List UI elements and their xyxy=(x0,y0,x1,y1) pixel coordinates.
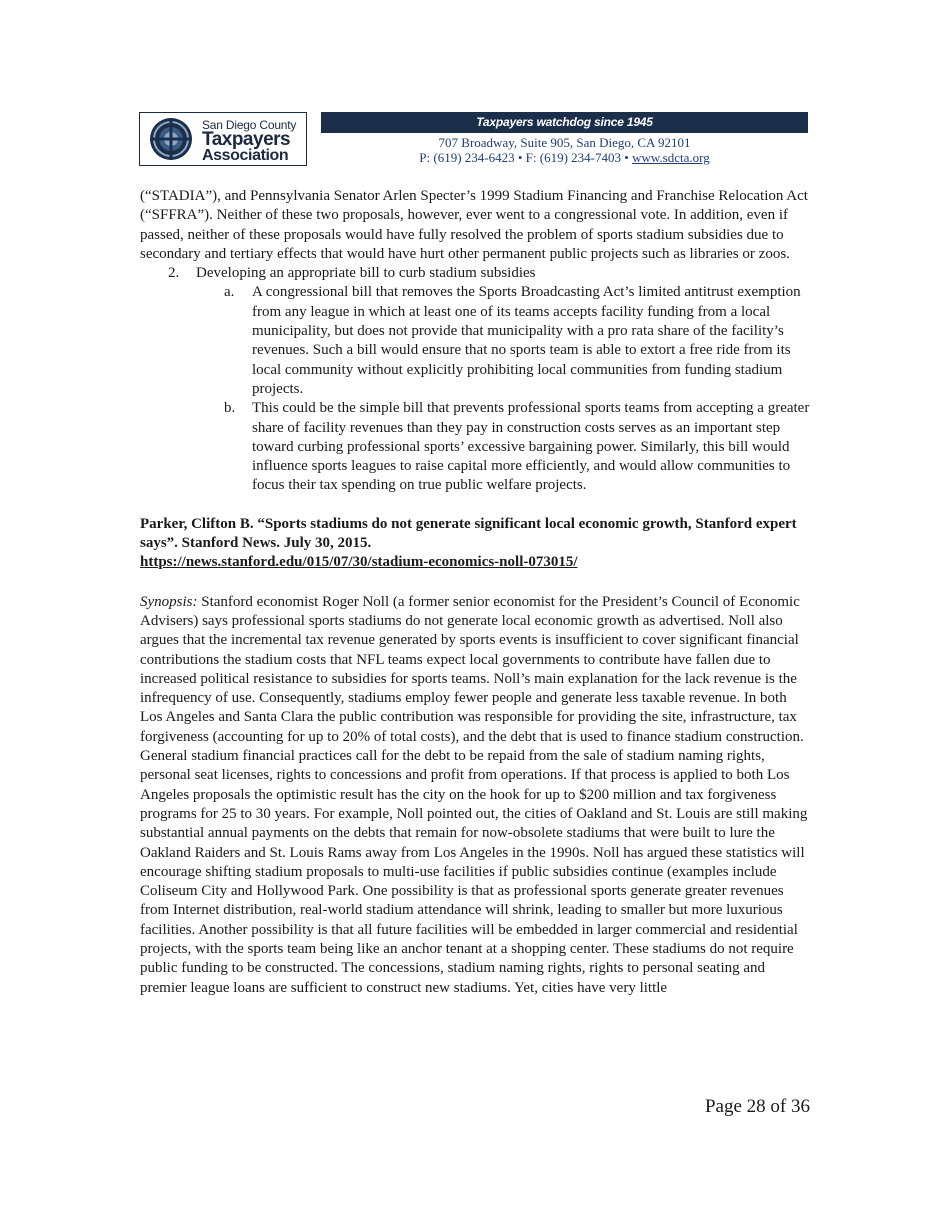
sub-item-text: A congressional bill that removes the Sports Broadcasting Act’s limited antitrust exemption from any league in which at least one of its teams accepts facility funding from a local municipality, but does not provide that municipality with a pro rata share of the facility’s revenues. Such a bill would ensure that no sports team is able to extort a free ride from its local community without explicitly prohibiting local communities from funding stadium projects. xyxy=(252,284,801,397)
list-item-text: Developing an appropriate bill to curb stadium subsidies xyxy=(196,265,536,282)
logo-text-taxpayers: Taxpayers xyxy=(202,129,291,150)
synopsis-label: Synopsis: xyxy=(140,593,198,610)
phone-fax-text: P: (619) 234-6423 • F: (619) 234-7403 • xyxy=(419,150,633,165)
logo-text-county: San Diego County xyxy=(202,118,297,132)
sub-item-a xyxy=(140,283,812,399)
sub-item-marker: a. xyxy=(224,284,235,301)
list-marker: 2. xyxy=(168,265,180,282)
website-link[interactable]: www.sdcta.org xyxy=(632,150,710,165)
sub-item-text: This could be the simple bill that prevents professional sports teams from accepting a greater share of facility revenues than they pay in construction costs serves as an important step toward curbing professional sports’ excessive bargaining power. Similarly, this bill would influence sports leagues to raise capital more efficiently, and would allow communities to focus their tax spending on true public welfare projects. xyxy=(252,400,810,494)
citation-url-link[interactable]: https://news.stanford.edu/015/07/30/stadium-economics-noll-073015/ xyxy=(140,554,578,571)
sub-item-marker: b. xyxy=(224,400,236,417)
citation xyxy=(140,515,812,573)
document-body xyxy=(140,187,812,998)
tagline-banner: Taxpayers watchdog since 1945 xyxy=(321,112,808,133)
synopsis-text: Stanford economist Roger Noll (a former senior economist for the President’s Council of Economic Advisers) says professional sports stadiums do not generate local economic growth as advertised. Noll also argues that the incremental tax revenue generated by sports events is insufficient to cover significant financial contributions the stadium costs that NFL teams expect local governments to contribute have fallen due to increased political resistance to subsidies for sports teams. Noll’s main explanation for the lack revenue is the infrequency of use. Consequently, stadiums employ fewer people and generate less taxable revenue. In both Los Angeles and Santa Clara the public contribution was responsible for providing the site, infrastructure, tax forgiveness (accounting for up to 20% of total costs), and the debt that is used to finance stadium construction. General stadium financial practices call for the debt to be repaid from the sale of stadium naming rights, personal seat licenses, rights to concessions and profit from operations. If that process is applied to both Los Angeles proposals the optimistic result has the city on the hook for up to $200 million and tax forgiveness programs for 25 to 30 years. For example, Noll pointed out, the cities of Oakland and St. Louis are still making substantial annual payments on the debts that remain for now-obsolete stadiums that were built to lure the Oakland Raiders and St. Louis Rams away from Los Angeles in the 1990s. Noll has argued these statistics will encourage shifting stadium proposals to multi-use facilities if public subsidies continue (examples include Coliseum City and Hollywood Park. One possibility is that as professional sports generate greater revenues from Internet distribution, real-world stadium attendance will shrink, leading to smaller but more luxurious facilities. Another possibility is that all future facilities will be embedded in larger commercial and residential projects, with the sports team being like an anchor tenant at a shopping center. These stadiums do not require public funding to be constructed. The concessions, stadium naming rights, rights to personal seating and premier league loans are sufficient to construct new stadiums. Yet, cities have very little xyxy=(140,593,808,996)
page-number: Page 28 of 36 xyxy=(704,1096,810,1117)
contact-block xyxy=(321,135,808,165)
citation-text: Parker, Clifton B. “Sports stadiums do not generate significant local economic growth, Stanford expert says”. Stanford News. July 30, 2015. xyxy=(140,515,797,552)
street-address: 707 Broadway, Suite 905, San Diego, CA 92101 xyxy=(438,135,691,150)
list-item-2 xyxy=(140,264,812,283)
sdcta-logo xyxy=(139,112,307,166)
phone-fax-line xyxy=(321,150,808,165)
continuation-paragraph: (“STADIA”), and Pennsylvania Senator Arlen Specter’s 1999 Stadium Financing and Franchise Relocation Act (“SFFRA”). Neither of these two proposals, however, ever went to a congressional vote. In addition, even if passed, neither of these proposals would have fully resolved the problem of sports stadium subsidies due to secondary and tertiary effects that would have hurt other permanent public projects such as libraries or zoos. xyxy=(140,188,808,262)
sub-item-b xyxy=(140,399,812,495)
logo-text-association: Association xyxy=(202,147,289,164)
seal-icon xyxy=(149,117,193,161)
synopsis-paragraph xyxy=(140,593,812,998)
